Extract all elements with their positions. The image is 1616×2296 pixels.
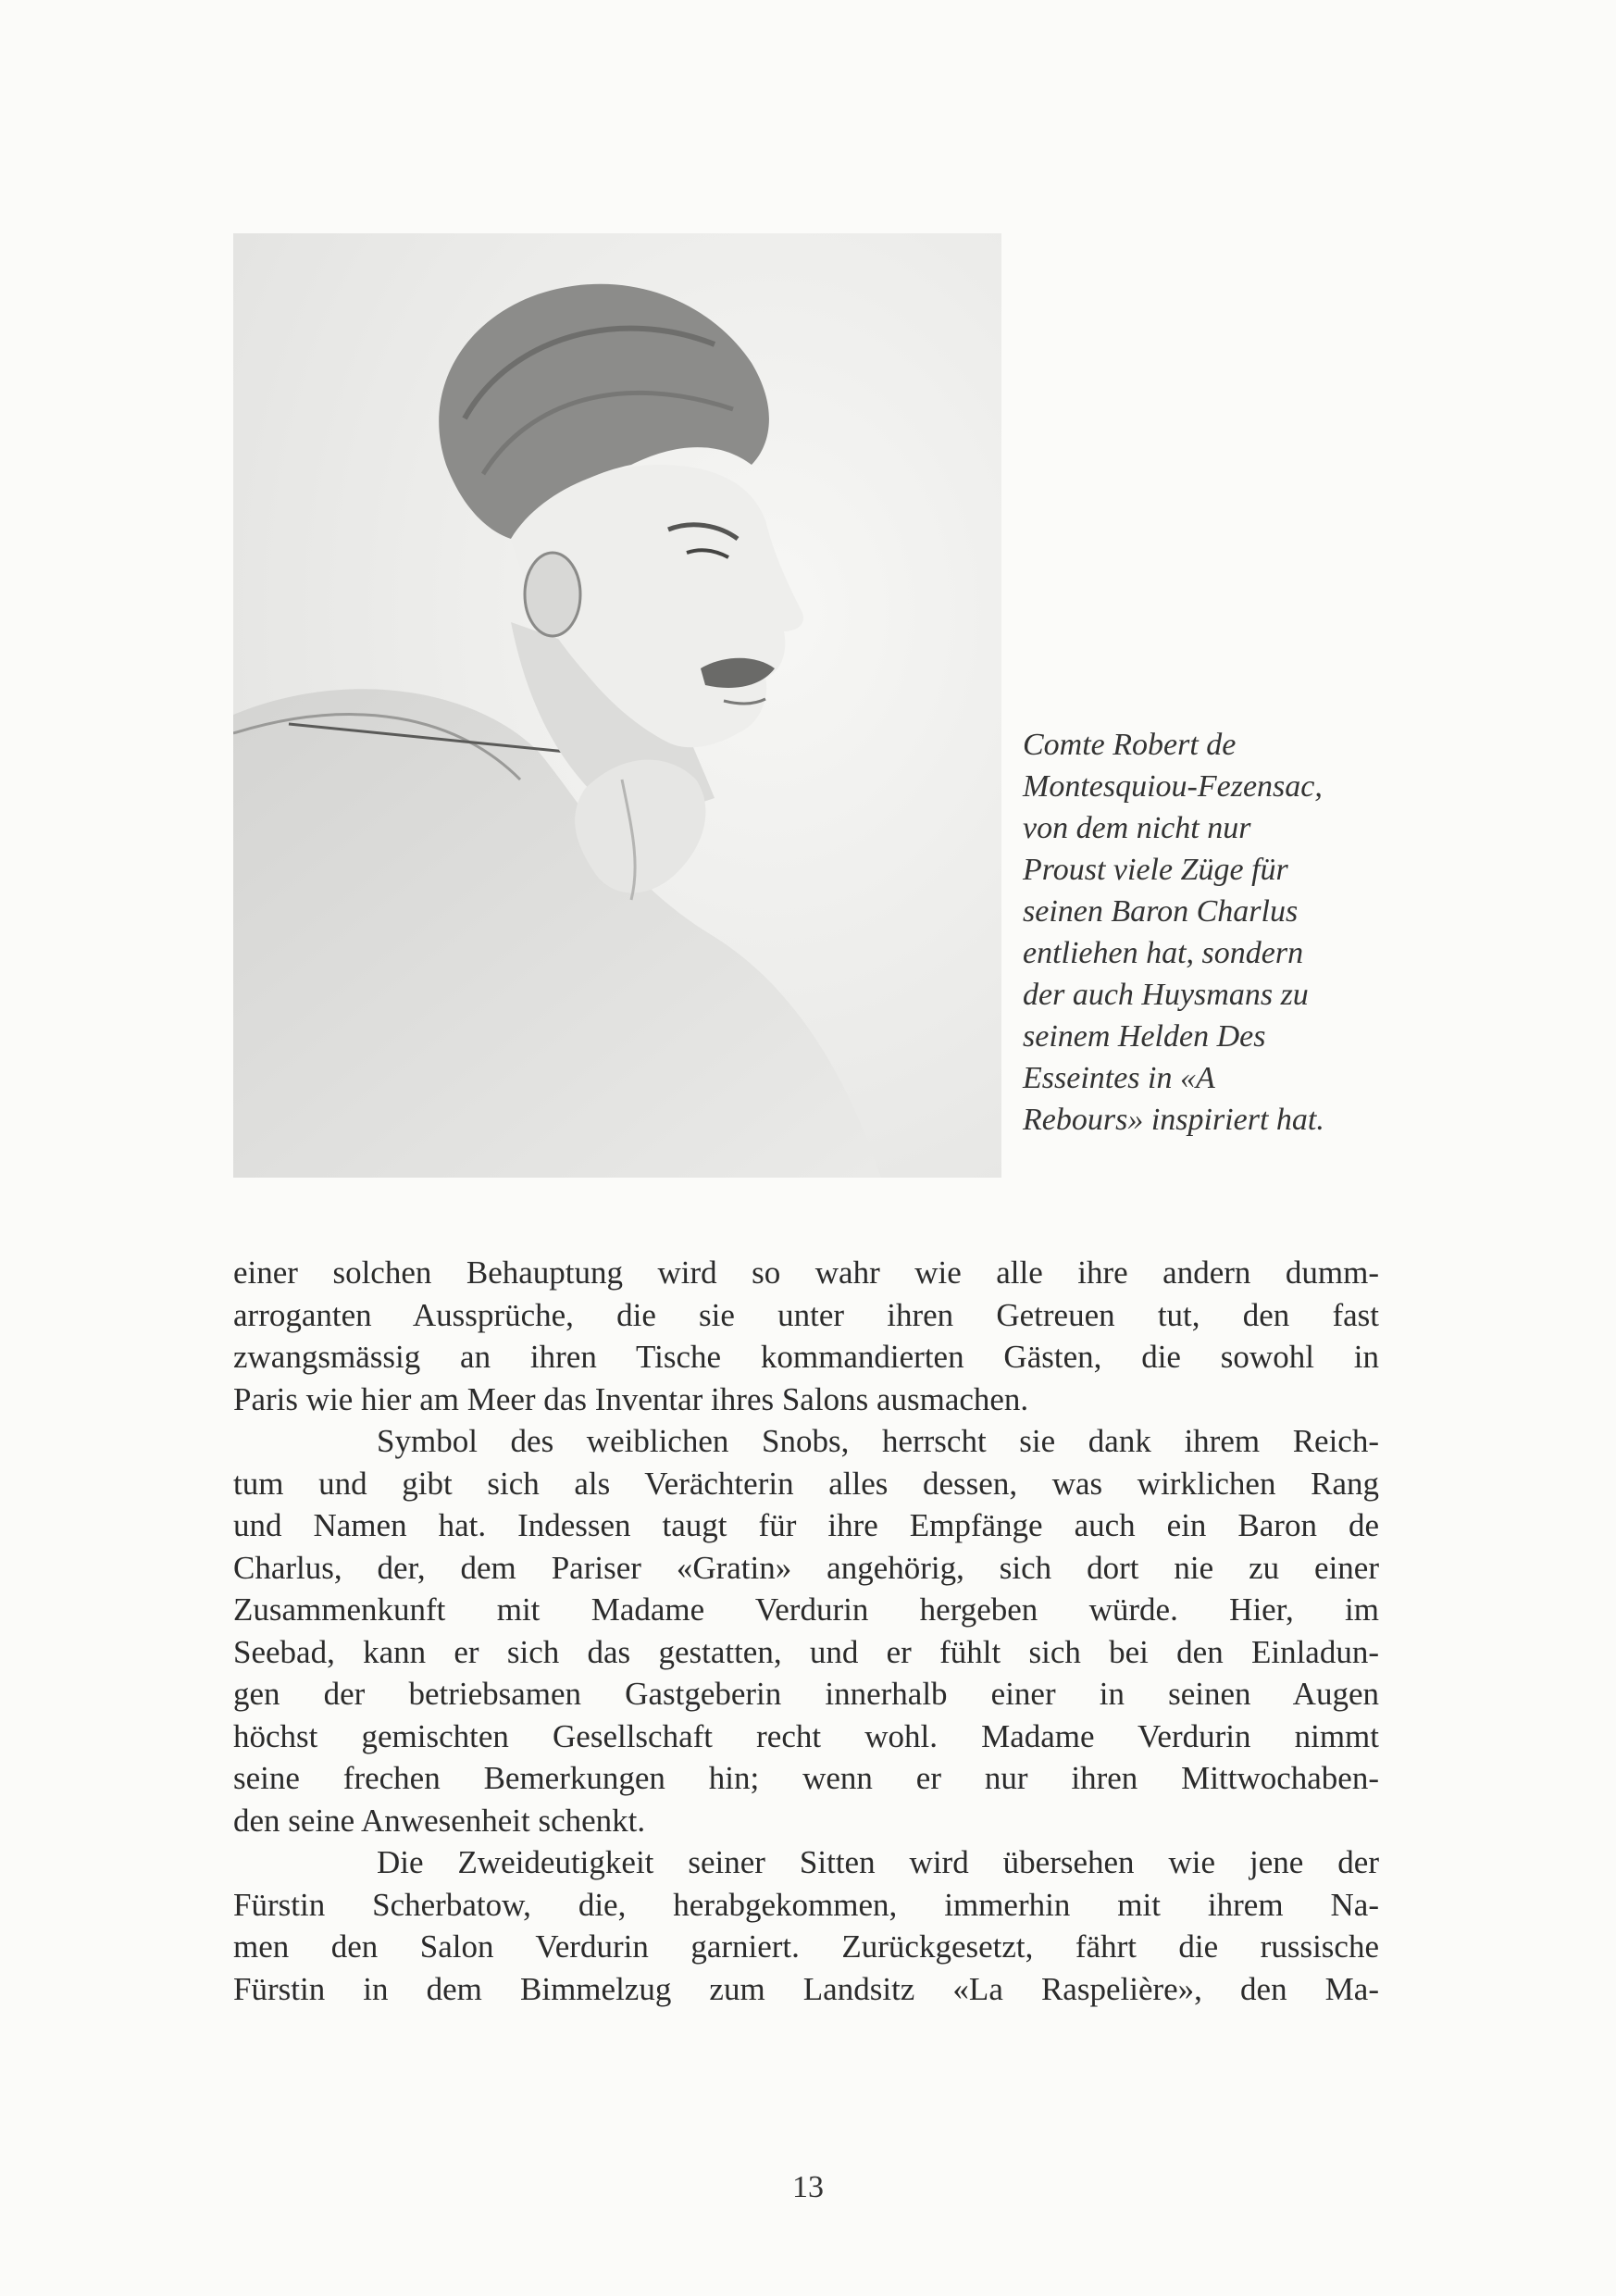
caption-line: von dem nicht nur bbox=[1023, 811, 1251, 845]
paragraph-3 bbox=[233, 1841, 1379, 2010]
text-line: men den Salon Verdurin garniert. Zurückgesetzt, fährt die russische bbox=[233, 1928, 1379, 1965]
text-line: Zusammenkunft mit Madame Verdurin hergeben würde. Hier, im bbox=[233, 1591, 1379, 1628]
paragraph-1 bbox=[233, 1252, 1379, 1420]
text-line: gen der betriebsamen Gastgeberin innerhalb einer in seinen Augen bbox=[233, 1676, 1379, 1712]
text-line: den seine Anwesenheit schenkt. bbox=[233, 1802, 646, 1839]
body-text bbox=[233, 1252, 1379, 2010]
portrait-photo bbox=[233, 233, 1001, 1178]
caption-line: Rebours» inspiriert hat. bbox=[1023, 1103, 1324, 1137]
text-line: Seebad, kann er sich das gestatten, und er fühlt sich bei den Einladun- bbox=[233, 1633, 1379, 1670]
text-line: Paris wie hier am Meer das Inventar ihres Salons ausmachen. bbox=[233, 1380, 1029, 1417]
text-line: Fürstin in dem Bimmelzug zum Landsitz «La Raspelière», den Ma- bbox=[233, 1970, 1379, 2007]
caption-line: Esseintes in «A bbox=[1023, 1061, 1215, 1095]
caption-line: Comte Robert de bbox=[1023, 728, 1237, 762]
text-line: Die Zweideutigkeit seiner Sitten wird übersehen wie jene der bbox=[377, 1844, 1379, 1880]
text-line: einer solchen Behauptung wird so wahr wie alle ihre andern dumm- bbox=[233, 1254, 1379, 1291]
caption-line: seinen Baron Charlus bbox=[1023, 894, 1299, 929]
text-line: seine frechen Bemerkungen hin; wenn er nur ihren Mittwochaben- bbox=[233, 1760, 1379, 1796]
text-line: Charlus, der, dem Pariser «Gratin» angehörig, sich dort nie zu einer bbox=[233, 1549, 1379, 1586]
caption-line: Montesquiou-Fezensac, bbox=[1023, 769, 1323, 804]
text-line: tum und gibt sich als Verächterin alles dessen, was wirklichen Rang bbox=[233, 1465, 1379, 1502]
text-line: Symbol des weiblichen Snobs, herrscht sie dank ihrem Reich- bbox=[377, 1423, 1379, 1459]
portrait-illustration bbox=[233, 233, 1001, 1178]
caption-line: entliehen hat, sondern bbox=[1023, 936, 1304, 970]
text-line: zwangsmässig an ihren Tische kommandierten Gästen, die sowohl in bbox=[233, 1339, 1379, 1375]
paragraph-2 bbox=[233, 1420, 1379, 1841]
text-line: höchst gemischten Gesellschaft recht wohl. Madame Verdurin nimmt bbox=[233, 1717, 1379, 1754]
text-line: und Namen hat. Indessen taugt für ihre Empfänge auch ein Baron de bbox=[233, 1507, 1379, 1543]
photo-caption bbox=[1023, 724, 1411, 1141]
caption-line: seinem Helden Des bbox=[1023, 1019, 1266, 1054]
caption-line: der auch Huysmans zu bbox=[1023, 978, 1309, 1012]
text-line: Fürstin Scherbatow, die, herabgekommen, immerhin mit ihrem Na- bbox=[233, 1886, 1379, 1923]
page-number: 13 bbox=[792, 2170, 824, 2204]
text-line: arroganten Aussprüche, die sie unter ihren Getreuen tut, den fast bbox=[233, 1296, 1379, 1333]
caption-line: Proust viele Züge für bbox=[1023, 853, 1288, 887]
